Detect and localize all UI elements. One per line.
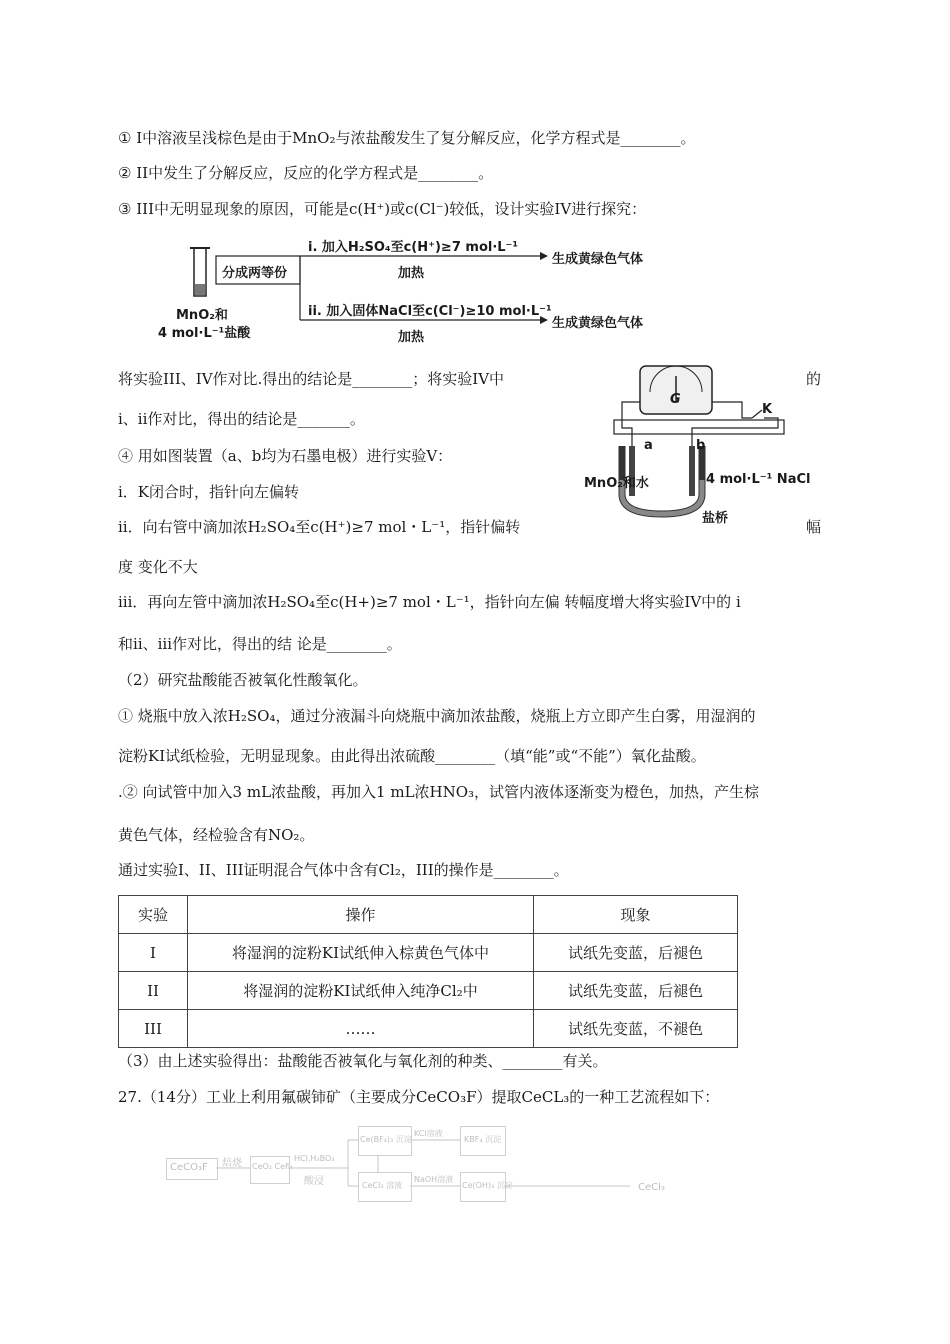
table-header-row (119, 896, 738, 934)
experiment-table (118, 895, 738, 1048)
text-line: ② II中发生了分解反应，反应的化学方程式是________。 (118, 164, 494, 182)
split-label: 分成两等份 (222, 266, 288, 281)
text-line: 度 变化不大 (118, 558, 198, 576)
text-line-tail: 的 (806, 370, 822, 388)
reagent-label-2: 4 mol·L⁻¹盐酸 (158, 326, 251, 341)
table-cell: III (119, 1010, 188, 1048)
flow-step1: 焙烧 (222, 1158, 242, 1169)
table-cell: I (119, 934, 188, 972)
electrochemical-apparatus (582, 362, 811, 532)
table-cell: 将湿润的淀粉KI试纸伸入纯净Cl₂中 (188, 972, 534, 1010)
salt-bridge-label: 盐桥 (702, 511, 729, 526)
result-ii-label: 生成黄绿色气体 (552, 316, 644, 331)
flow-box1-label: CeO₂ CeF₄ (252, 1162, 293, 1171)
flow-box2-label: Ce(BF₄)₃ 沉淀 (360, 1135, 412, 1144)
step-ii-label: ii. 加入固体NaCl至c(Cl⁻)≥10 mol·L⁻¹ (308, 304, 552, 319)
reagent-label-1: MnO₂和 (176, 308, 228, 323)
right-solution-label: 4 mol·L⁻¹ NaCl (706, 472, 811, 487)
meter-label: G (670, 392, 681, 407)
text-line: ① 烧瓶中放入浓H₂SO₄，通过分液漏斗向烧瓶中滴加浓盐酸，烧瓶上方立即产生白雾，用湿润的 (118, 707, 756, 725)
table-header: 实验 (119, 896, 188, 934)
text-line-tail: 幅 (806, 518, 822, 536)
result-i-label: 生成黄绿色气体 (552, 252, 644, 267)
text-line: 黄色气体，经检验含有NO₂。 (118, 826, 315, 844)
electrode-a-label: a (644, 438, 653, 453)
table-cell: II (119, 972, 188, 1010)
flow-box4-label: CeCl₃ 溶液 (362, 1181, 403, 1190)
step-i-label: i. 加入H₂SO₄至c(H⁺)≥7 mol·L⁻¹ (308, 240, 519, 255)
apparatus-drawing (582, 362, 797, 532)
left-solution-label: MnO₂和水 (584, 476, 649, 491)
flow-box3-label: KBF₄ 沉淀 (464, 1135, 502, 1144)
text-line: （2）研究盐酸能否被氧化性酸氧化。 (118, 671, 368, 689)
flow-reagent1: HCl,H₃BO₃ (294, 1154, 335, 1163)
text-line: 27.（14分）工业上利用氟碳铈矿（主要成分CeCO₃F）提取CeCL₃的一种工艺流程如下： (118, 1088, 720, 1106)
flow-box5-label: Ce(OH)₃ 沉淀 (462, 1181, 513, 1190)
table-cell: 将湿润的淀粉KI试纸伸入棕黄色气体中 (188, 934, 534, 972)
text-line: ④ 用如图装置（a、b均为石墨电极）进行实验V： (118, 447, 453, 465)
flow-step2: 酸浸 (304, 1176, 324, 1187)
flow-start: CeCO₃F (170, 1162, 208, 1173)
text-line: ⅲ．再向左管中滴加浓H₂SO₄至c(H+)≥7 mol・L⁻¹，指针向左偏 转幅度增大将实验IV中的 i (118, 593, 741, 611)
table-cell: 试纸先变蓝，后褪色 (534, 934, 738, 972)
table-row (119, 1010, 738, 1048)
text-line: .② 向试管中加入3 mL浓盐酸，再加入1 mL浓HNO₃，试管内液体逐渐变为橙色，加热，产生棕 (118, 783, 760, 801)
experiment-iv-diagram (150, 232, 670, 344)
heat-i-label: 加热 (398, 266, 425, 281)
switch-label: K (762, 402, 773, 417)
text-line: 和ⅱ、ⅲ作对比，得出的结 论是________。 (118, 635, 402, 653)
table-header: 现象 (534, 896, 738, 934)
flow-reagent3: NaOH溶液 (414, 1175, 454, 1184)
heat-ii-label: 加热 (398, 330, 425, 345)
table-cell: …… (188, 1010, 534, 1048)
electrode-b-label: b (696, 438, 706, 453)
flow-end: CeCl₃ (638, 1182, 665, 1193)
text-line: （3）由上述实验得出：盐酸能否被氧化与氧化剂的种类、________有关。 (118, 1052, 608, 1070)
text-line: ⅰ．K闭合时，指针向左偏转 (118, 483, 300, 501)
flow-reagent2: KCl溶液 (414, 1129, 443, 1138)
text-line: i、ii作对比，得出的结论是_______。 (118, 410, 365, 428)
text-line: 淀粉KI试纸检验，无明显现象。由此得出浓硫酸________（填“能”或“不能”）氧化盐酸。 (118, 747, 706, 765)
table-cell: 试纸先变蓝，后褪色 (534, 972, 738, 1010)
table-header: 操作 (188, 896, 534, 934)
text-line: 通过实验I、II、III证明混合气体中含有Cl₂，III的操作是________。 (118, 861, 569, 879)
text-line: ① I中溶液呈浅棕色是由于MnO₂与浓盐酸发生了复分解反应，化学方程式是________。 (118, 129, 696, 147)
text-line: ③ III中无明显现象的原因，可能是c(H⁺)或c(Cl⁻)较低，设计实验IV进行探究： (118, 200, 647, 218)
table-row (119, 972, 738, 1010)
table-row (119, 934, 738, 972)
text-line: ⅱ．向右管中滴加浓H₂SO₄至c(H⁺)≥7 mol・L⁻¹，指针偏转 (118, 518, 521, 536)
text-line: 将实验III、IV作对比.得出的结论是________；将实验IV中 (118, 370, 505, 388)
table-cell: 试纸先变蓝，不褪色 (534, 1010, 738, 1048)
process-flowchart (160, 1120, 700, 1210)
